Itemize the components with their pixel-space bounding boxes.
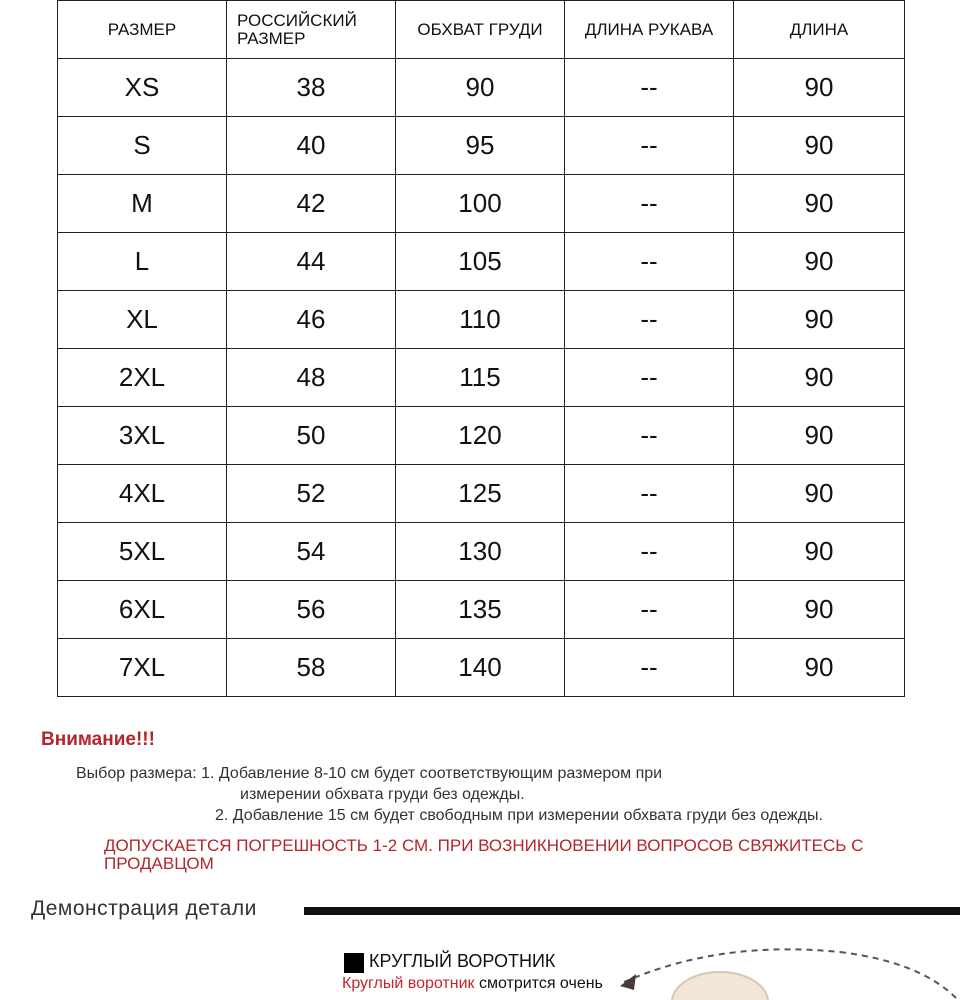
cell-russian: 54	[227, 523, 396, 581]
cell-chest: 105	[396, 233, 565, 291]
cell-length: 90	[734, 117, 905, 175]
cell-sleeve: --	[565, 407, 734, 465]
detail-divider-bar	[304, 907, 960, 915]
cell-length: 90	[734, 523, 905, 581]
table-row	[58, 175, 905, 233]
cell-chest: 125	[396, 465, 565, 523]
cell-size: 5XL	[58, 523, 227, 581]
header-size: РАЗМЕР	[58, 1, 227, 59]
collar-title: КРУГЛЫЙ ВОРОТНИК	[369, 951, 556, 971]
warning-title: Внимание!!!	[41, 729, 155, 750]
cell-chest: 115	[396, 349, 565, 407]
header-sleeve: ДЛИНА РУКАВА	[565, 1, 734, 59]
callout-dashed-arc-right	[840, 952, 956, 998]
table-row	[58, 407, 905, 465]
table-row	[58, 233, 905, 291]
cell-size: 6XL	[58, 581, 227, 639]
header-length: ДЛИНА	[734, 1, 905, 59]
table-header-row	[58, 1, 905, 59]
cell-sleeve: --	[565, 581, 734, 639]
table-row	[58, 581, 905, 639]
collar-description-highlight: Круглый воротник	[342, 975, 475, 992]
cell-chest: 120	[396, 407, 565, 465]
cell-length: 90	[734, 581, 905, 639]
cell-size: XL	[58, 291, 227, 349]
header-russian-line2: РАЗМЕР	[237, 28, 306, 48]
cell-size: 4XL	[58, 465, 227, 523]
cell-russian: 42	[227, 175, 396, 233]
cell-russian: 50	[227, 407, 396, 465]
table-row	[58, 465, 905, 523]
cell-length: 90	[734, 291, 905, 349]
cell-size: 7XL	[58, 639, 227, 697]
cell-size: L	[58, 233, 227, 291]
cell-chest: 135	[396, 581, 565, 639]
note-line-1a: 1. Добавление 8-10 см будет соответствующим размером при	[201, 765, 663, 782]
cell-russian: 52	[227, 465, 396, 523]
cell-length: 90	[734, 465, 905, 523]
cell-sleeve: --	[565, 291, 734, 349]
bullet-square-icon	[344, 953, 364, 973]
collar-callout-graphic	[600, 940, 960, 1000]
size-selection-label	[76, 765, 662, 783]
table-row	[58, 117, 905, 175]
table-row	[58, 291, 905, 349]
cell-size: XS	[58, 59, 227, 117]
cell-chest: 95	[396, 117, 565, 175]
disclaimer-text: ДОПУСКАЕТСЯ ПОГРЕШНОСТЬ 1-2 СМ. ПРИ ВОЗНИКНОВЕНИИ ВОПРОСОВ СВЯЖИТЕСЬ С ПРОДАВЦОМ	[104, 836, 864, 873]
collar-description	[342, 975, 603, 993]
cell-length: 90	[734, 349, 905, 407]
cell-sleeve: --	[565, 59, 734, 117]
cell-chest: 90	[396, 59, 565, 117]
cell-sleeve: --	[565, 639, 734, 697]
cell-chest: 140	[396, 639, 565, 697]
table-row	[58, 349, 905, 407]
size-chart-table	[57, 0, 905, 697]
cell-size: 3XL	[58, 407, 227, 465]
cell-size: 2XL	[58, 349, 227, 407]
header-russian-line1: РОССИЙСКИЙ	[237, 10, 357, 30]
cell-length: 90	[734, 639, 905, 697]
table-row	[58, 523, 905, 581]
cell-sleeve: --	[565, 465, 734, 523]
cell-length: 90	[734, 407, 905, 465]
collar-description-rest: смотрится очень	[474, 975, 603, 992]
cell-russian: 38	[227, 59, 396, 117]
cell-russian: 56	[227, 581, 396, 639]
cell-russian: 44	[227, 233, 396, 291]
cell-length: 90	[734, 233, 905, 291]
cell-chest: 110	[396, 291, 565, 349]
cell-sleeve: --	[565, 523, 734, 581]
cell-length: 90	[734, 175, 905, 233]
note-line-2: 2. Добавление 15 см будет свободным при измерении обхвата груди без одежды.	[215, 807, 823, 824]
cell-sleeve: --	[565, 117, 734, 175]
note-line-1b: измерении обхвата груди без одежды.	[240, 786, 525, 803]
cell-russian: 40	[227, 117, 396, 175]
detail-heading: Демонстрация детали	[31, 897, 257, 920]
table-row	[58, 639, 905, 697]
header-russian-size	[227, 1, 396, 59]
cell-size: S	[58, 117, 227, 175]
cell-size: M	[58, 175, 227, 233]
cell-russian: 58	[227, 639, 396, 697]
model-photo-shape	[672, 972, 768, 1000]
callout-arrow-icon	[620, 974, 636, 990]
cell-length: 90	[734, 59, 905, 117]
cell-sleeve: --	[565, 175, 734, 233]
cell-sleeve: --	[565, 233, 734, 291]
size-selection-label-text: Выбор размера:	[76, 765, 197, 782]
cell-chest: 130	[396, 523, 565, 581]
cell-sleeve: --	[565, 349, 734, 407]
cell-russian: 46	[227, 291, 396, 349]
cell-chest: 100	[396, 175, 565, 233]
cell-russian: 48	[227, 349, 396, 407]
header-chest: ОБХВАТ ГРУДИ	[396, 1, 565, 59]
table-row	[58, 59, 905, 117]
